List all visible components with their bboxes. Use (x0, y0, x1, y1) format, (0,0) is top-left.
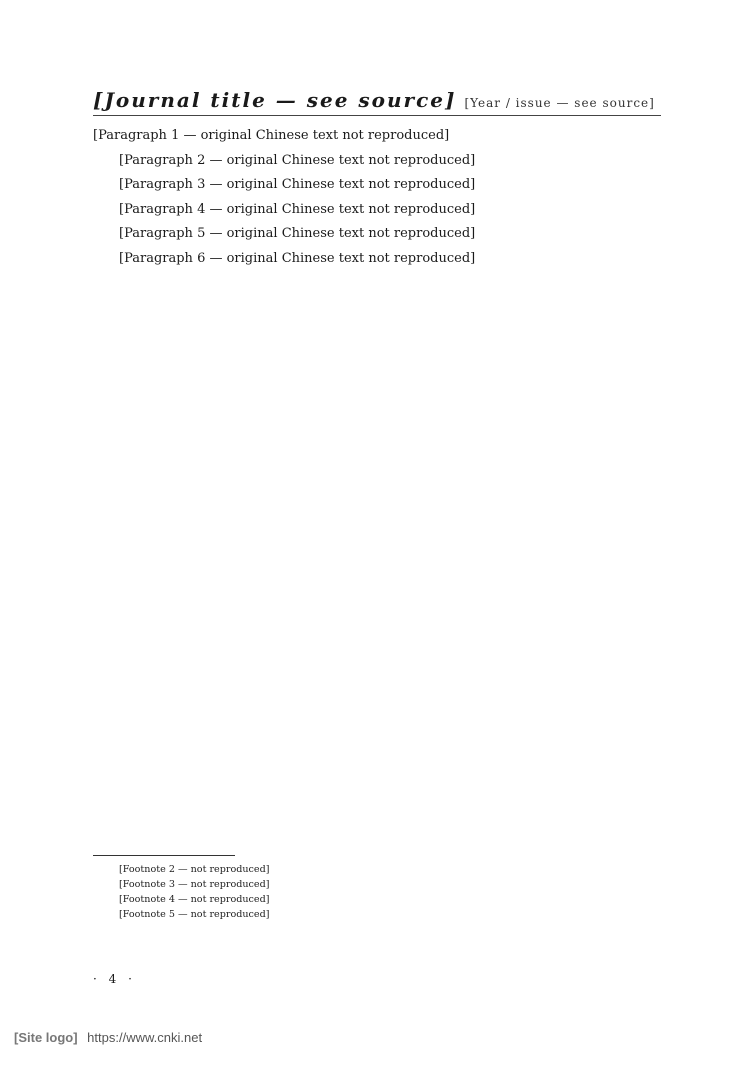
paragraph-2: [Paragraph 2 — original Chinese text not reproduced] (119, 152, 476, 168)
footnote-4: [Footnote 4 — not reproduced] (119, 894, 270, 905)
journal-header (93, 88, 655, 112)
page-number: · 4 · (93, 972, 136, 986)
footnotes (93, 862, 661, 922)
site-footer (14, 1030, 202, 1045)
paragraph-6: [Paragraph 6 — original Chinese text not reproduced] (119, 250, 476, 266)
article-body (93, 124, 661, 271)
journal-title: [Journal title — see source] (93, 88, 457, 112)
paragraph-3: [Paragraph 3 — original Chinese text not reproduced] (119, 177, 476, 192)
paragraph-5: [Paragraph 5 — original Chinese text not reproduced] (119, 226, 476, 241)
site-logo: [Site logo] (14, 1030, 78, 1045)
site-url-link[interactable]: https://www.cnki.net (87, 1030, 203, 1045)
paragraph-4: [Paragraph 4 — original Chinese text not reproduced] (119, 201, 476, 217)
header-divider (93, 115, 661, 116)
footnote-3: [Footnote 3 — not reproduced] (119, 879, 270, 890)
footnote-5: [Footnote 5 — not reproduced] (119, 909, 270, 920)
footnote-2: [Footnote 2 — not reproduced] (119, 864, 270, 875)
footnote-divider (93, 855, 235, 856)
issue-label: [Year / issue — see source] (464, 96, 655, 110)
paragraph-1: [Paragraph 1 — original Chinese text not reproduced] (93, 128, 450, 143)
